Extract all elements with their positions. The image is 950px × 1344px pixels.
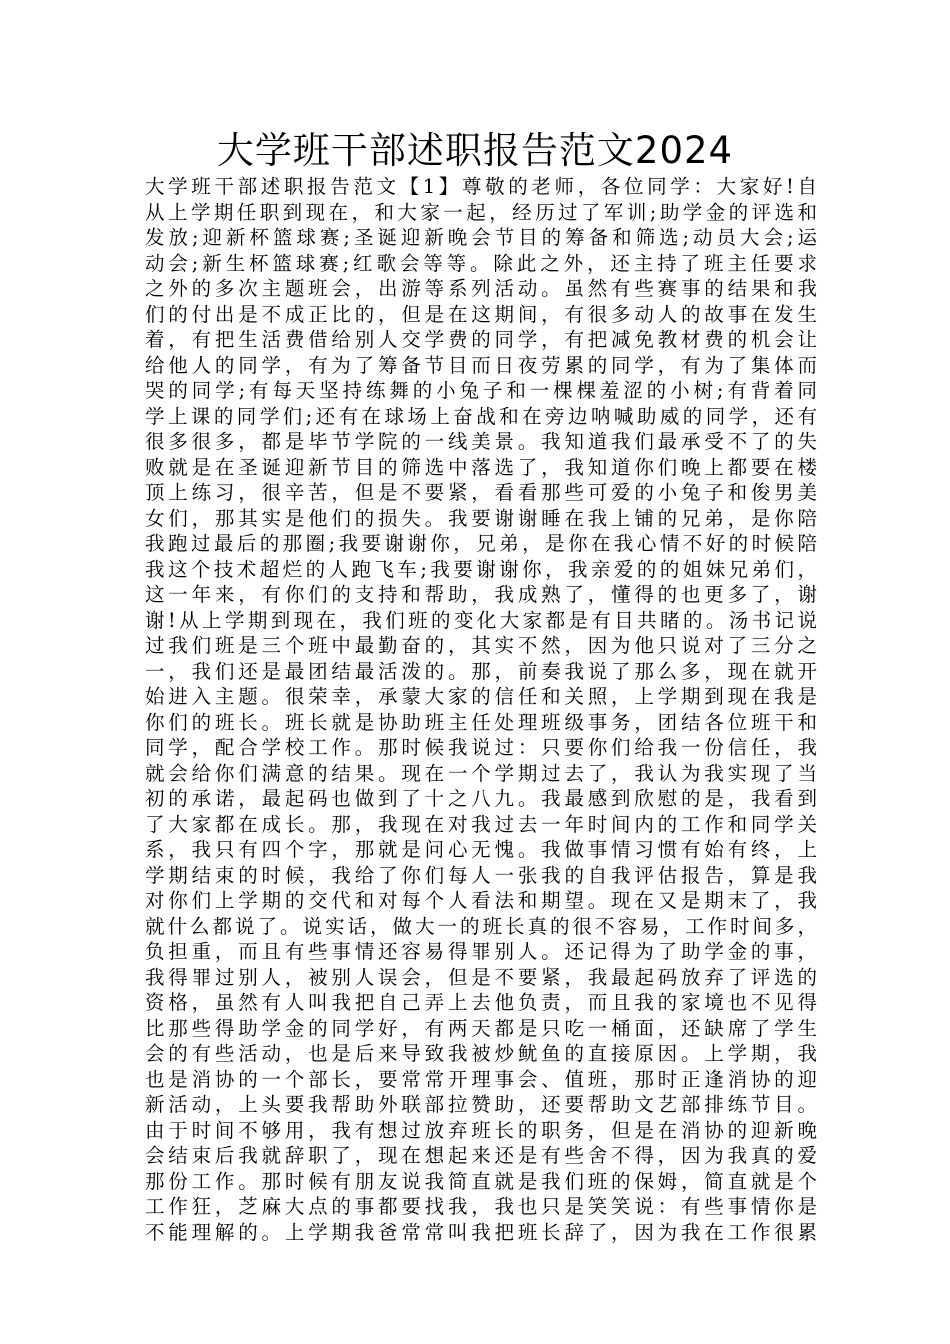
- body-line: 败就是在圣诞迎新节目的筛选中落选了，我知道你们晚上都要在楼: [145, 455, 817, 479]
- body-line: 发放;迎新杯篮球赛;圣诞迎新晚会节目的筹备和筛选;动员大会;运: [145, 226, 817, 249]
- document-title: 大学班干部述职报告范文2024: [216, 129, 734, 172]
- body-line: 之外的多次主题班会，出游等系列活动。虽然有些赛事的结果和我: [145, 277, 817, 300]
- body-line: 大学班干部述职报告范文【1】尊敬的老师，各位同学：大家好!自: [145, 175, 817, 198]
- body-line: 就什么都说了。说实话，做大一的班长真的很不容易，工作时间多，: [145, 914, 817, 938]
- body-line: 着，有把生活费借给别人交学费的同学，有把减免教材费的机会让: [145, 328, 817, 351]
- body-line: 系，我只有四个字，那就是问心无愧。我做事情习惯有始有终，上: [145, 838, 817, 861]
- body-line: 同学，配合学校工作。那时候我说过：只要你们给我一份信任，我: [145, 736, 817, 759]
- body-line: 很多很多，都是毕节学院的一线美景。我知道我们最承受不了的失: [145, 430, 817, 453]
- body-line: 就会给你们满意的结果。现在一个学期过去了，我认为我实现了当: [145, 761, 817, 785]
- body-line: 过我们班是三个班中最勤奋的，其实不然，因为他只说对了三分之: [145, 634, 817, 657]
- body-line: 你们的班长。班长就是协助班主任处理班级事务，团结各位班干和: [145, 710, 817, 734]
- body-line: 们的付出是不成正比的，但是在这期间，有很多动人的故事在发生: [145, 302, 817, 326]
- body-line: 哭的同学;有每天坚持练舞的小兔子和一棵棵羞涩的小树;有背着同: [145, 379, 817, 402]
- body-line: 始进入主题。很荣幸，承蒙大家的信任和关照，上学期到现在我是: [145, 685, 817, 708]
- body-line: 那份工作。那时候有朋友说我简直就是我们班的保姆，简直就是个: [145, 1169, 817, 1193]
- body-line: 给他人的同学，有为了筹备节目而日夜劳累的同学，有为了集体而: [145, 353, 817, 377]
- body-line: 负担重，而且有些事情还容易得罪别人。还记得为了助学金的事，: [145, 940, 817, 963]
- body-line: 由于时间不够用，我有想过放弃班长的职务，但是在消协的迎新晚: [145, 1118, 817, 1142]
- body-line: 工作狂，芝麻大点的事都要找我，我也只是笑笑说：有些事情你是: [145, 1195, 817, 1218]
- body-line: 一，我们还是最团结最活泼的。那，前奏我说了那么多，现在就开: [145, 659, 817, 683]
- body-line: 学上课的同学们;还有在球场上奋战和在旁边呐喊助威的同学，还有: [145, 404, 817, 428]
- body-line: 女们，那其实是他们的损失。我要谢谢睡在我上铺的兄弟，是你陪: [145, 506, 817, 530]
- body-line: 也是消协的一个部长，要常常开理事会、值班，那时正逢消协的迎: [145, 1067, 817, 1091]
- body-line: 比那些得助学金的同学好，有两天都是只吃一桶面，还缺席了学生: [145, 1016, 817, 1040]
- body-line: 这一年来，有你们的支持和帮助，我成熟了，懂得的也更多了，谢: [145, 583, 817, 606]
- body-line: 对你们上学期的交代和对每个人看法和期望。现在又是期末了，我: [145, 889, 817, 912]
- body-line: 学期结束的时候，我给了你们每人一张我的自我评估报告，算是我: [145, 863, 817, 887]
- body-line: 会的有些活动，也是后来导致我被炒鱿鱼的直接原因。上学期，我: [145, 1042, 817, 1065]
- body-line: 我这个技术超烂的人跑飞车;我要谢谢你，我亲爱的的姐妹兄弟们，: [145, 557, 817, 581]
- body-line: 从上学期任职到现在，和大家一起，经历过了军训;助学金的评选和: [145, 200, 817, 224]
- body-line: 会结束后我就辞职了，现在想起来还是有些舍不得，因为我真的爱: [145, 1144, 817, 1167]
- body-line: 谢!从上学期到现在，我们班的变化大家都是有目共睹的。汤书记说: [145, 608, 817, 632]
- body-line: 动会;新生杯篮球赛;红歌会等等。除此之外，还主持了班主任要求: [145, 251, 817, 275]
- body-line: 我得罪过别人，被别人误会，但是不要紧，我最起码放弃了评选的: [145, 965, 817, 989]
- body-line: 了大家都在成长。那，我现在对我过去一年时间内的工作和同学关: [145, 812, 817, 836]
- body-line: 初的承诺，最起码也做到了十之八九。我最感到欣慰的是，我看到: [145, 787, 817, 810]
- body-line: 我跑过最后的那圈;我要谢谢你，兄弟，是你在我心情不好的时候陪: [145, 532, 817, 555]
- body-line: 不能理解的。上学期我爸常常叫我把班长辞了，因为我在工作很累: [145, 1220, 817, 1244]
- body-line: 资格，虽然有人叫我把自己弄上去他负责，而且我的家境也不见得: [145, 991, 817, 1014]
- document-body: [145, 174, 817, 1245]
- body-line: 顶上练习，很辛苦，但是不要紧，看看那些可爱的小兔子和俊男美: [145, 481, 817, 504]
- body-line: 新活动，上头要我帮助外联部拉赞助，还要帮助文艺部排练节目。: [145, 1093, 817, 1116]
